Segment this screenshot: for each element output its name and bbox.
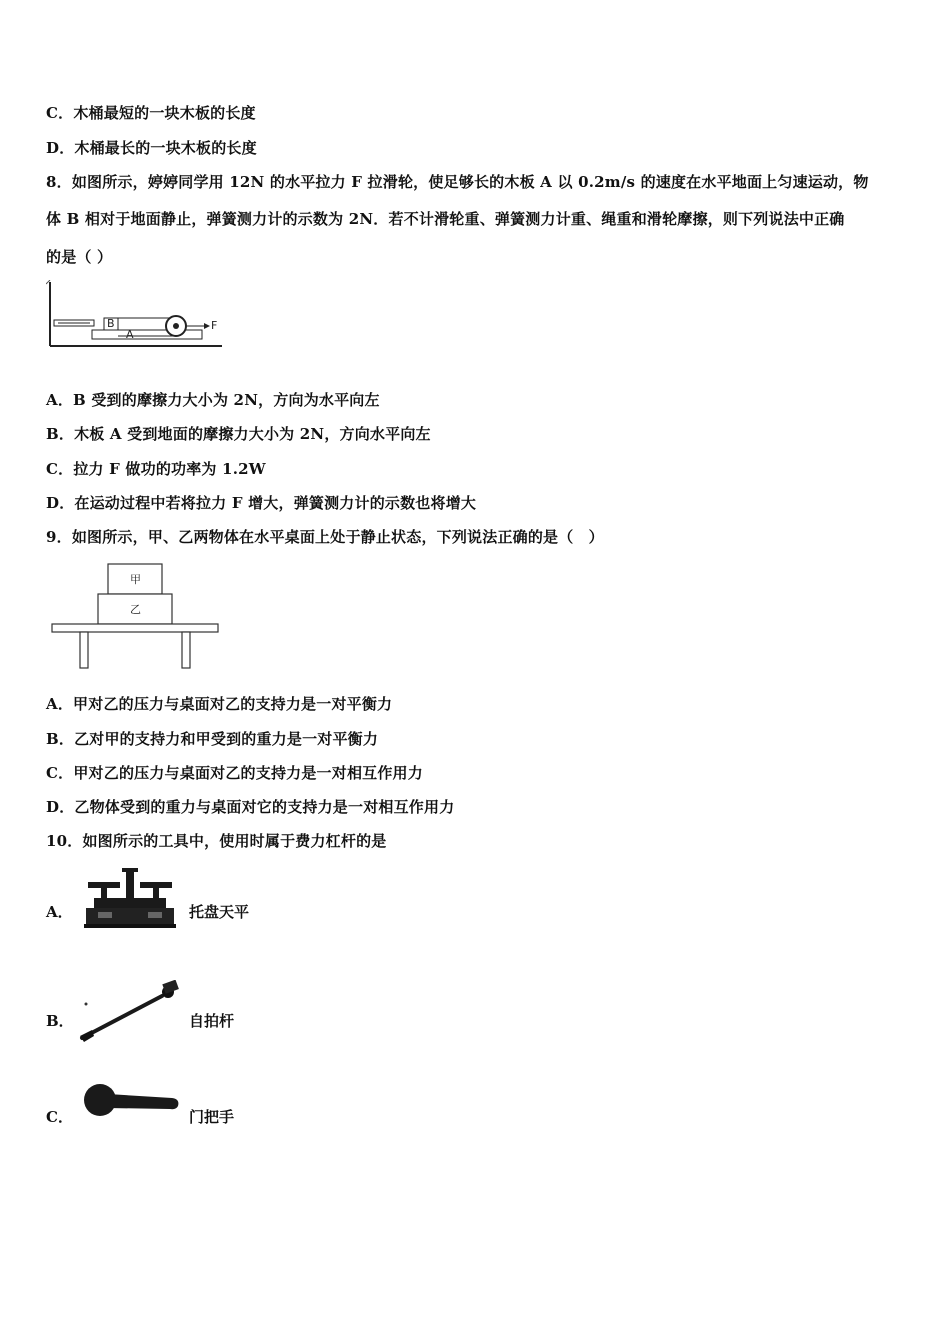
q8-option-b: B．木板 A 受到地面的摩擦力大小为 2N，方向水平向左	[46, 425, 431, 443]
q9-option-a: A．甲对乙的压力与桌面对乙的支持力是一对平衡力	[46, 695, 393, 713]
q10-option-a-caption: 托盘天平	[189, 903, 250, 921]
q10-option-a-label: A．	[46, 903, 73, 921]
q10-option-b-label: B．	[46, 1012, 74, 1030]
q7-option-d: D．木桶最长的一块木板的长度	[46, 139, 257, 157]
q9-option-c: C．甲对乙的压力与桌面对乙的支持力是一对相互作用力	[46, 764, 423, 782]
q7-option-c: C．木桶最短的一块木板的长度	[46, 104, 256, 122]
q10-option-c-caption: 门把手	[189, 1108, 235, 1126]
q8-label-f: F	[211, 319, 218, 332]
q9-label-top: 甲	[130, 573, 141, 586]
q8-label-b: B	[107, 317, 115, 330]
q8-stem-line-3: 的是（ ）	[46, 248, 113, 266]
q9-label-bottom: 乙	[130, 603, 141, 616]
q9-stem: 9．如图所示，甲、乙两物体在水平桌面上处于静止状态，下列说法正确的是（ ）	[46, 528, 604, 546]
q8-pulley-figure	[46, 280, 226, 352]
q8-label-a: A	[126, 328, 134, 341]
balance-scale-icon	[84, 868, 176, 930]
q10-stem: 10．如图所示的工具中，使用时属于费力杠杆的是	[46, 832, 387, 850]
q8-option-c: C．拉力 F 做功的功率为 1.2W	[46, 460, 266, 478]
q8-option-d: D．在运动过程中若将拉力 F 增大，弹簧测力计的示数也将增大	[46, 494, 477, 512]
q8-stem-line-2: 体 B 相对于地面静止，弹簧测力计的示数为 2N．若不计滑轮重、弹簧测力计重、绳重和滑轮摩擦，则下列说法中正确	[46, 210, 845, 228]
q9-table-figure	[50, 560, 222, 672]
q8-stem-line-1: 8．如图所示，婷婷同学用 12N 的水平拉力 F 拉滑轮，使足够长的木板 A 以 0.2m/s 的速度在水平地面上匀速运动，物	[46, 173, 869, 191]
selfie-stick-icon	[78, 980, 182, 1044]
q10-option-b-caption: 自拍杆	[189, 1012, 235, 1030]
q10-option-c-label: C．	[46, 1108, 73, 1126]
q8-option-a: A．B 受到的摩擦力大小为 2N，方向为水平向左	[46, 391, 380, 409]
door-handle-icon	[82, 1080, 182, 1124]
q9-option-d: D．乙物体受到的重力与桌面对它的支持力是一对相互作用力	[46, 798, 455, 816]
q9-option-b: B．乙对甲的支持力和甲受到的重力是一对平衡力	[46, 730, 379, 748]
